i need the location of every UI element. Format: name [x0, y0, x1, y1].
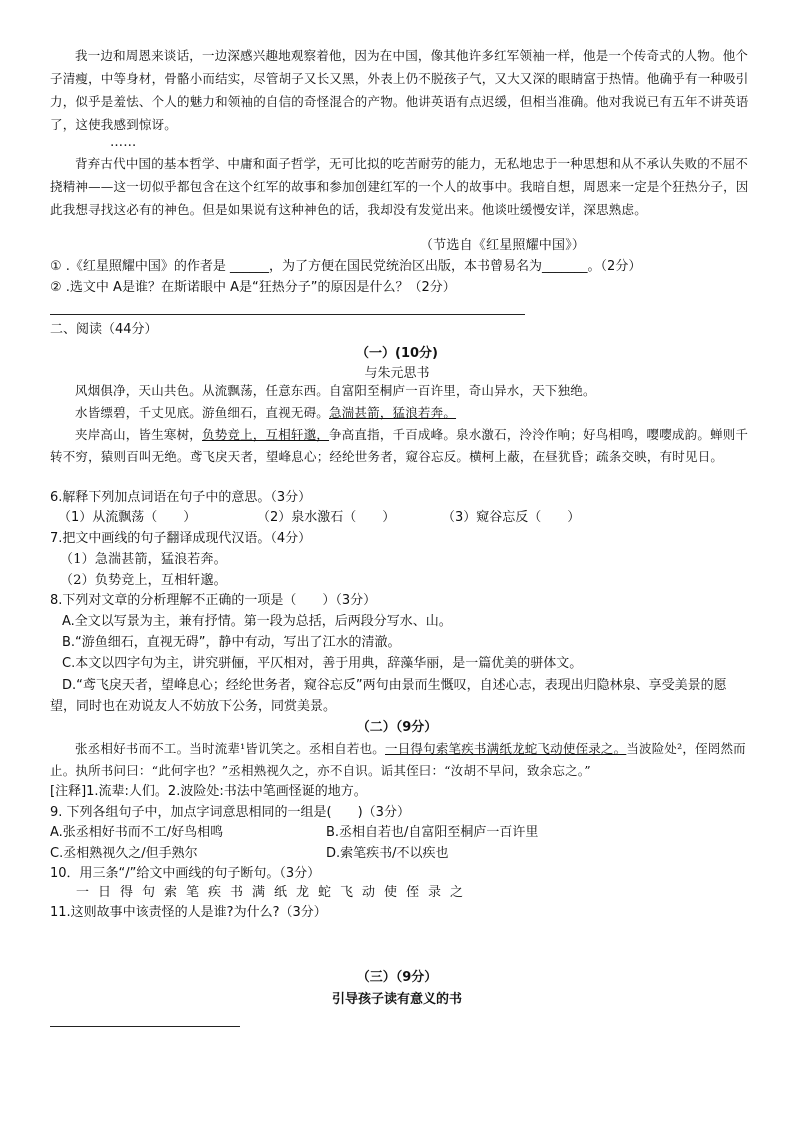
text2-rest: 当波险处²，侄罔然而止。执所书问曰：“此何字也？”丞相熟视久之，亦不自识。诟其侄曰：“汝胡不早问，致余忘之。”: [50, 741, 746, 778]
text1-para1: 风烟俱净，天山共色。从流飘荡，任意东西。自富阳至桐庐一百许里，奇山异水，天下独绝。: [75, 383, 596, 398]
question-2: ② .选文中 A是谁？在斯诺眼中 A是“狂热分子”的原因是什么？（2分）: [50, 280, 456, 295]
part3-title: （三）（9分）: [356, 970, 438, 985]
text1-para3-start: 夹岸高山，皆生寒树，: [75, 427, 203, 442]
text1-para2: [50, 402, 754, 423]
q8-option-d: D.“鸢飞戾天者，望峰息心；经纶世务者，窥谷忘反”两句由景而生慨叹，自述心志，表现出归隐林泉、享受美景的愿望，同时也在劝说友人不妨放下公务，同赏美景。: [50, 678, 727, 714]
annotation-note: [注释]1.流辈:人们。2.波险处:书法中笔画怪诞的地方。: [50, 784, 367, 799]
q6-option-3: （3）窥谷忘反（ ）: [442, 510, 581, 525]
question-8: 8.下列对文章的分析理解不正确的一项是（ ）（3分）: [50, 593, 377, 608]
q6-option-1: （1）从流飘荡（ ）: [58, 510, 197, 525]
passage1-para2: 背弃古代中国的基本哲学、中庸和面子哲学，无可比拟的吃苦耐劳的能力，无私地忠于一种思想和从不承认失败的不屈不挠精神——这一切似乎都包含在这个红军的故事和参加创建红军的一个人的故事中。我暗自想，周恩来一定是个狂热分子，因此我想寻找这必有的神色。但是如果说有这种神色的话，我却没有发觉出来。他谈吐缓慢安详，深思熟虑。: [50, 156, 749, 217]
passage1-para1: 我一边和周恩来谈话，一边深感兴趣地观察着他，因为在中国，像其他许多红军领袖一样，他是一个传奇式的人物。他个子清瘦，中等身材，骨骼小而结实，尽管胡子又长又黑，外表上仍不脱孩子气，又大又深的眼睛富于热情。他确乎有一种吸引力，似乎是羞怯、个人的魅力和领袖的自信的奇怪混合的产物。他讲英语有点迟缓，但相当准确。他对我说已有五年不讲英语了，这使我感到惊讶。: [50, 48, 749, 132]
q8-option-a: A.全文以写景为主，兼有抒情。第一段为总括，后两段分写水、山。: [62, 614, 452, 629]
q8-option-c: C.本文以四字句为主，讲究骈俪，平仄相对，善于用典，辞藻华丽，是一篇优美的骈体文。: [62, 656, 583, 671]
q10-sentence: 一日得句索笔疾书满纸龙蛇飞动使侄录之: [76, 885, 473, 900]
question-9: 9. 下列各组句子中，加点字词意思相同的一组是( )（3分）: [50, 805, 410, 820]
q8-option-b: B.“游鱼细石，直视无碍”，静中有动，写出了江水的清澈。: [62, 635, 401, 650]
text2: [50, 738, 754, 781]
underlined-sentence-1: 急湍甚箭，猛浪若奔。: [329, 405, 457, 420]
q9-option-b: B.丞相自若也/自富阳至桐庐一百许里: [326, 825, 539, 840]
part3-subtitle: 引导孩子读有意义的书: [331, 992, 462, 1007]
q9-option-d: D.索笔疾书/不以疾也: [326, 846, 449, 861]
underlined-sentence-2: 负势竞上，互相轩邈，: [202, 427, 330, 442]
text1-para2-plain: 水皆缥碧，千丈见底。游鱼细石，直视无碍。: [75, 405, 330, 420]
part1-title: （一）(10分): [356, 346, 438, 361]
q6-option-2: （2）泉水激石（ ）: [257, 510, 396, 525]
text1-para3: [50, 424, 754, 467]
passage1-source: （节选自《红星照耀中国》）: [420, 238, 586, 253]
question-10: 10．用三条“/”给文中画线的句子断句。（3分）: [50, 866, 321, 881]
question-7: 7.把文中画线的句子翻译成现代汉语。（4分）: [50, 531, 312, 546]
question-11: 11.这则故事中该责怪的人是谁?为什么?（3分）: [50, 905, 327, 920]
section-heading: 二、阅读（44分）: [50, 322, 158, 337]
part2-title: （二）（9分）: [356, 720, 438, 735]
q9-option-c: C.丞相熟视久之/但手熟尔: [50, 846, 198, 861]
q9-option-a: A.张丞相好书而不工/好鸟相鸣: [50, 825, 224, 840]
text2-start: 张丞相好书而不工。当时流辈¹皆讥笑之。丞相自若也。: [75, 741, 386, 756]
ellipsis: ……: [110, 135, 137, 150]
question-6: 6.解释下列加点词语在句子中的意思。（3分）: [50, 490, 312, 505]
part1-subtitle: 与朱元思书: [364, 366, 430, 381]
underlined-sentence-3: 一日得句索笔疾书满纸龙蛇飞动使侄录之。: [385, 741, 627, 756]
question-1: ① .《红星照耀中国》的作者是 ______，为了方便在国民党统治区出版，本书曾易名为_______。（2分）: [50, 259, 642, 274]
answer-line: [50, 314, 525, 315]
text1-para3-rest: 争高直指，千百成峰。泉水激石，泠泠作响；好鸟相鸣，嘤嘤成韵。蝉则千转不穷，猿则百叫无绝。鸢飞戾天者，望峰息心；经纶世务者，窥谷忘反。横柯上蔽，在昼犹昏；疏条交映，有时见日。: [50, 427, 749, 464]
q7-item-2: （2）负势竞上，互相轩邈。: [60, 573, 227, 588]
footnote-separator: [50, 1026, 240, 1027]
q7-item-1: （1）急湍甚箭，猛浪若奔。: [60, 552, 227, 567]
